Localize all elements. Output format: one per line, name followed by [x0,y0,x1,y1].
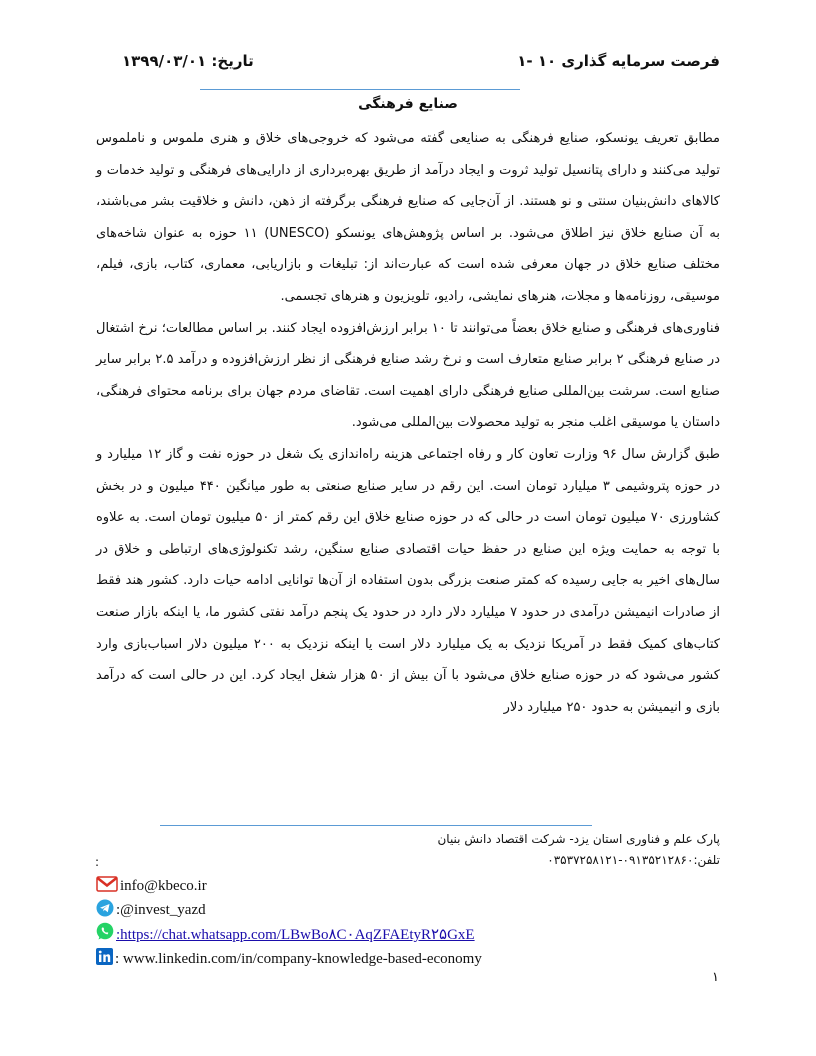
email-text[interactable]: info@kbeco.ir [120,878,207,894]
whatsapp-link[interactable]: :https://chat.whatsapp.com/LBwBo۸C۰AqZFAEtyR۲۵GxE [116,927,475,943]
paragraph-3: طبق گزارش سال ۹۶ وزارت تعاون کار و رفاه اجتماعی هزینه راه‌اندازی یک شغل در حوزه نفت و گاز ۱۲ میلیارد و در حوزه پتروشیمی ۳ میلیارد تومان است. این رقم در سایر صنایع صنعتی به طور میانگین ۴۴۰ میلیون و در بخش کشاورزی ۷۰ میلیون تومان است در حالی که در حوزه صنایع خلاق این رقم کمتر از ۵۰ میلیون تومان است. به علاوه با توجه به حمایت ویژه این صنایع در حفظ حیات اقتصادی صنایع سنگین، رشد تکنولوژی‌های ارتباطی و خلاق در سال‌های اخیر به جایی رسیده که کمتر صنعت بزرگی بدون استفاده از آن‌ها توانایی ادامه حیات دارد. کشور هند فقط از صادرات انیمیشن درآمدی در حدود ۷ میلیارد دلار دارد در حدود یک پنجم درآمد نفتی کشور ما، یا اینکه بازار صنعت کتاب‌های کمیک فقط در آمریکا نزدیک به یک میلیارد دلار است یا اینکه نزدیک به ۲۰۰ میلیون دلار اسباب‌بازی وارد کشور می‌شود که در حوزه صنایع خلاق می‌شود با آن بیش از ۵۰ هزار شغل ایجاد کرد. این در حالی است که درآمد بازی و انیمیشن به حدود ۲۵۰ میلیارد دلار [96,446,721,715]
body-text [96,123,720,723]
telegram-text[interactable]: :@invest_yazd [116,902,206,918]
footer-colon: : [95,855,100,869]
page-number: ۱ [712,970,719,985]
linkedin-text[interactable]: : www.linkedin.com/in/company-knowledge-based-economy [115,950,482,967]
contact-linkedin [96,948,482,970]
footer-organization: پارک علم و فناوری استان یزد- شرکت اقتصاد دانش بنیان [437,832,720,846]
contact-telegram [96,899,206,922]
contact-whatsapp [96,922,475,947]
paragraph-1: مطابق تعریف یونسکو، صنایع فرهنگی به صنایعی گفته می‌شود که خروجی‌های خلاق و هنری ملموس و ناملموس تولید می‌کنند و دارای پتانسیل تولید ثروت و ایجاد درآمد از طریق بهره‌برداری از دارایی‌های فرهنگی و تولید خدمات و کالاهای دانش‌بنیان سنتی و نو هستند. از آن‌جایی که صنایع فرهنگی برگرفته از ذهن، دانش و خلاقیت بشر می‌باشند، به آن صنایع خلاق نیز اطلاق می‌شود. بر اساس پژوهش‌های یونسکو (UNESCO) ۱۱ حوزه به عنوان شاخه‌های مختلف صنایع خلاق در جهان معرفی شده است که عبارت‌اند از: تبلیغات و بازاریابی، معماری، کتاب، بازی، فیلم، موسیقی، روزنامه‌ها و مجلات، هنرهای نمایشی، رادیو، تلویزیون و هنرهای تجسمی. [96,131,720,304]
telegram-icon [96,899,114,922]
contact-email [96,876,207,897]
header-date: تاریخ: ۱۳۹۹/۰۳/۰۱ [122,52,254,70]
section-title: صنایع فرهنگی [358,96,458,112]
header-divider [200,89,520,90]
gmail-icon [96,876,118,897]
header-title: فرصت سرمایه گذاری ۱۰ -۱ [517,52,720,70]
paragraph-2: فناوری‌های فرهنگی و صنایع خلاق بعضاً می‌توانند تا ۱۰ برابر ارزش‌افزوده ایجاد کنند. بر اساس مطالعات؛ نرخ اشتغال در صنایع فرهنگی ۲ برابر صنایع متعارف است و نرخ رشد صنایع فرهنگی از نظر ارزش‌افزوده و درآمد ۲.۵ برابر سایر صنایع است. سرشت بین‌المللی صنایع فرهنگی دارای اهمیت است. تقاضای مردم جهان برای برنامه محتوای فرهنگی، داستان یا موسیقی اغلب منجر به تولید محصولات بین‌المللی می‌شود. [96,320,720,431]
footer-divider [160,825,592,826]
whatsapp-icon [96,922,114,947]
linkedin-icon [96,948,113,970]
footer-phone: تلفن:۰۹۱۳۵۲۱۲۸۶۰-۰۳۵۳۷۲۵۸۱۲۱ [547,853,720,867]
